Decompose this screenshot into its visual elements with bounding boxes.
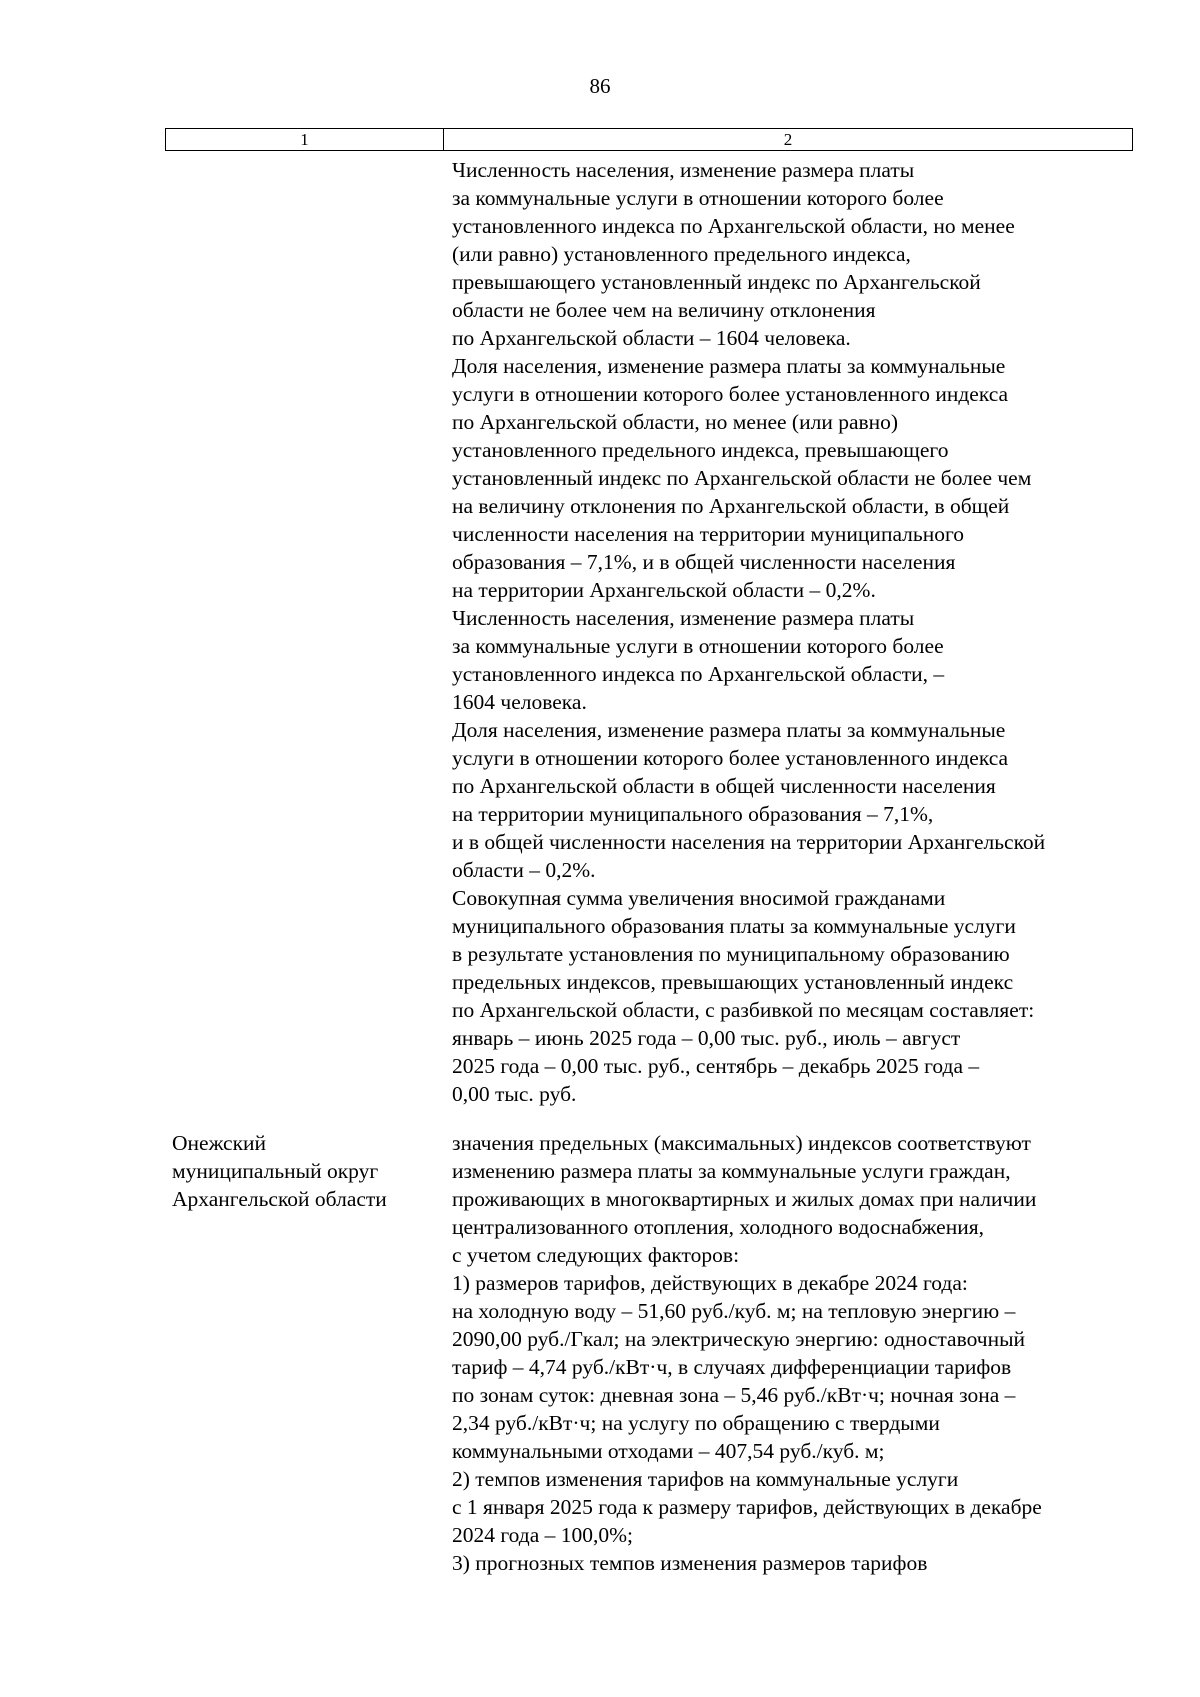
text-line: и в общей численности населения на территории Архангельской: [452, 830, 1046, 854]
text-line: по Архангельской области – 1604 человека.: [452, 326, 851, 350]
text-line: Архангельской области: [172, 1187, 387, 1211]
text-line: Доля населения, изменение размера платы за коммунальные: [452, 354, 1006, 378]
continued-description-block: [452, 156, 1045, 1108]
text-line: Онежский: [172, 1131, 267, 1155]
text-line: 0,00 тыс. руб.: [452, 1082, 577, 1106]
text-line: 2) темпов изменения тарифов на коммунальные услуги: [452, 1467, 959, 1491]
text-line: Совокупная сумма увеличения вносимой гражданами: [452, 886, 946, 910]
text-line: централизованного отопления, холодного водоснабжения,: [452, 1215, 984, 1239]
text-line: с 1 января 2025 года к размеру тарифов, действующих в декабре: [452, 1495, 1042, 1519]
text-line: на величину отклонения по Архангельской области, в общей: [452, 494, 1010, 518]
text-line: Численность населения, изменение размера платы: [452, 158, 915, 182]
text-line: Численность населения, изменение размера платы: [452, 606, 915, 630]
text-line: изменению размера платы за коммунальные услуги граждан,: [452, 1159, 1011, 1183]
text-line: услуги в отношении которого более установленного индекса: [452, 382, 1009, 406]
table-column-header: [165, 128, 1133, 151]
text-line: численности населения на территории муниципального: [452, 522, 965, 546]
text-line: муниципальный округ: [172, 1159, 379, 1183]
text-line: 2,34 руб./кВт·ч; на услугу по обращению с твердыми: [452, 1411, 940, 1435]
text-line: области не более чем на величину отклонения: [452, 298, 876, 322]
text-line: значения предельных (максимальных) индексов соответствуют: [452, 1131, 1031, 1155]
text-line: за коммунальные услуги в отношении которого более: [452, 634, 944, 658]
text-line: 2024 года – 100,0%;: [452, 1523, 634, 1547]
text-line: январь – июнь 2025 года – 0,00 тыс. руб., июль – август: [452, 1026, 961, 1050]
text-line: Доля населения, изменение размера платы за коммунальные: [452, 718, 1006, 742]
text-line: в результате установления по муниципальному образованию: [452, 942, 1010, 966]
text-line: проживающих в многоквартирных и жилых домах при наличии: [452, 1187, 1037, 1211]
text-line: муниципального образования платы за коммунальные услуги: [452, 914, 1016, 938]
text-line: услуги в отношении которого более установленного индекса: [452, 746, 1009, 770]
text-line: на территории Архангельской области – 0,2%.: [452, 578, 876, 602]
text-line: предельных индексов, превышающих установленный индекс: [452, 970, 1014, 994]
text-line: 1) размеров тарифов, действующих в декабре 2024 года:: [452, 1271, 968, 1295]
text-line: (или равно) установленного предельного индекса,: [452, 242, 911, 266]
text-line: тариф – 4,74 руб./кВт·ч, в случаях дифференциации тарифов: [452, 1355, 1012, 1379]
page-number: 86: [589, 74, 611, 98]
municipality-name: [172, 1129, 387, 1213]
text-line: по зонам суток: дневная зона – 5,46 руб./кВт·ч; ночная зона –: [452, 1383, 1016, 1407]
text-line: на территории муниципального образования – 7,1%,: [452, 802, 934, 826]
text-line: 2025 года – 0,00 тыс. руб., сентябрь – декабрь 2025 года –: [452, 1054, 980, 1078]
text-line: образования – 7,1%, и в общей численности населения: [452, 550, 956, 574]
text-line: установленный индекс по Архангельской области не более чем: [452, 466, 1032, 490]
text-line: области – 0,2%.: [452, 858, 596, 882]
text-line: по Архангельской области в общей численности населения: [452, 774, 996, 798]
text-line: 1604 человека.: [452, 690, 587, 714]
column-number-2: 2: [783, 130, 793, 149]
text-line: превышающего установленный индекс по Архангельской: [452, 270, 981, 294]
text-line: 2090,00 руб./Гкал; на электрическую энергию: одноставочный: [452, 1327, 1026, 1351]
text-line: установленного предельного индекса, превышающего: [452, 438, 949, 462]
text-line: по Архангельской области, с разбивкой по месяцам составляет:: [452, 998, 1035, 1022]
text-line: установленного индекса по Архангельской области, –: [452, 662, 945, 686]
text-line: установленного индекса по Архангельской области, но менее: [452, 214, 1015, 238]
text-line: за коммунальные услуги в отношении которого более: [452, 186, 944, 210]
text-line: с учетом следующих факторов:: [452, 1243, 740, 1267]
column-number-1: 1: [166, 129, 444, 150]
text-line: коммунальными отходами – 407,54 руб./куб. м;: [452, 1439, 885, 1463]
text-line: на холодную воду – 51,60 руб./куб. м; на тепловую энергию –: [452, 1299, 1016, 1323]
text-line: 3) прогнозных темпов изменения размеров тарифов: [452, 1551, 928, 1575]
municipality-description-block: [452, 1129, 1042, 1577]
text-line: по Архангельской области, но менее (или равно): [452, 410, 899, 434]
